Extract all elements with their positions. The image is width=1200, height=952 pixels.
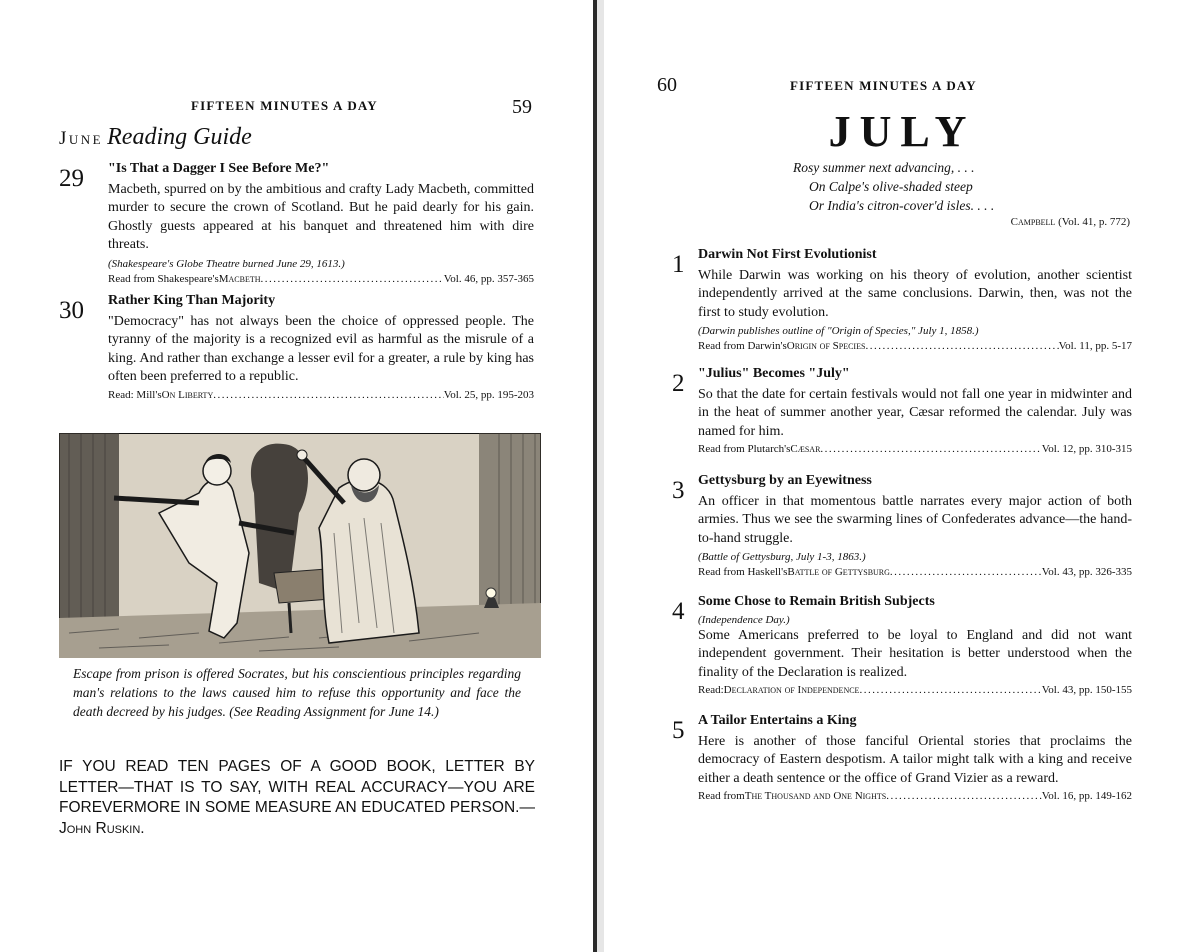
entry-title: Some Chose to Remain British Subjects bbox=[698, 594, 935, 609]
entry-day-number: 30 bbox=[59, 297, 84, 324]
month-title: JULY bbox=[828, 107, 976, 156]
volume-ref: Vol. 43, pp. 326-335 bbox=[1041, 566, 1132, 579]
reading-entry-3 bbox=[672, 472, 1132, 579]
volume-ref: Vol. 46, pp. 357-365 bbox=[443, 272, 534, 285]
quote-text: IF YOU READ TEN PAGES OF A GOOD BOOK, LETTER BY LETTER—THAT IS TO SAY, WITH REAL ACCURACY—YOU ARE FOREVERMORE IN SOME MEASURE AN EDUCATED PERSON.— bbox=[59, 758, 535, 816]
entry-reading-ref: Read: Declaration of Independence ..... Vol. 43, pp. 150-155 bbox=[698, 683, 1132, 697]
reading-entry-2 bbox=[672, 365, 1132, 456]
entry-body: So that the date for certain festivals would not fall one year in midwinter and in the heat of summer another year, Cæsar reformed the calendar. July was named for him. bbox=[698, 387, 1132, 439]
entry-note: (Battle of Gettysburg, July 1-3, 1863.) bbox=[698, 551, 866, 564]
entry-body: Some Americans preferred to be loyal to England and did not want independent government. Their hesitation is better understood when the finality of the Declaration is realized. bbox=[698, 628, 1132, 680]
entry-body: While Darwin was working on his theory of evolution, another scientist independently arrived at the same conclusions. Darwin, then, was not the first to study evolution. bbox=[698, 268, 1132, 320]
entry-reading-ref: Read from Shakespeare's Macbeth ..... Vol. 46, pp. 357-365 bbox=[108, 272, 534, 286]
entry-day-number: 2 bbox=[672, 370, 685, 397]
work-title: Declaration of Independence bbox=[723, 684, 860, 697]
entry-day-number: 3 bbox=[672, 477, 685, 504]
entry-reading-ref: Read: Mill's On Liberty ..... Vol. 25, pp. 195-203 bbox=[108, 388, 534, 402]
quote-author: John Ruskin. bbox=[59, 819, 145, 837]
entry-day-number: 5 bbox=[672, 717, 685, 744]
dot-leader bbox=[890, 565, 1042, 579]
entry-title: "Is That a Dagger I See Before Me?" bbox=[108, 161, 330, 176]
volume-ref: Vol. 43, pp. 150-155 bbox=[1041, 684, 1132, 697]
work-title: Origin of Species bbox=[786, 340, 866, 353]
reading-entry-5 bbox=[672, 712, 1132, 803]
work-title: Battle of Gettysburg bbox=[787, 566, 890, 579]
volume-ref: Vol. 11, pp. 5-17 bbox=[1058, 340, 1132, 353]
entry-note: (Shakespeare's Globe Theatre burned June 29, 1613.) bbox=[108, 257, 345, 270]
running-head: FIFTEEN MINUTES A DAY bbox=[790, 78, 977, 93]
volume-ref: Vol. 25, pp. 195-203 bbox=[443, 388, 534, 401]
entry-title: A Tailor Entertains a King bbox=[698, 713, 857, 728]
page-number: 60 bbox=[657, 74, 677, 96]
socrates-illustration bbox=[59, 433, 541, 658]
entry-day-number: 29 bbox=[59, 165, 84, 192]
dot-leader bbox=[859, 683, 1041, 697]
entry-reading-ref: Read from Darwin's Origin of Species ..... Vol. 11, pp. 5-17 bbox=[698, 339, 1132, 353]
entry-note: (Darwin publishes outline of "Origin of Species," July 1, 1858.) bbox=[698, 325, 979, 338]
entry-body: An officer in that momentous battle narrates every major action of both armies. Thus we see the swarming lines of Confederates advance—the hand-to-hand struggle. bbox=[698, 494, 1132, 546]
entry-title: Rather King Than Majority bbox=[108, 293, 276, 308]
entry-title: "Julius" Becomes "July" bbox=[698, 366, 850, 381]
entry-body: Here is another of those fanciful Oriental stories that proclaims the democracy of Eastern despotism. A tailor might talk with a king and receive either a death sentence or the office of Grand Vizier as a reward. bbox=[698, 734, 1132, 786]
page-number: 59 bbox=[512, 96, 532, 118]
entry-reading-ref: Read from Haskell's Battle of Gettysburg ..... Vol. 43, pp. 326-335 bbox=[698, 565, 1132, 579]
month-subtitle: Reading Guide bbox=[107, 124, 252, 150]
work-title: Macbeth bbox=[218, 272, 261, 285]
dot-leader bbox=[865, 339, 1058, 353]
left-page bbox=[0, 0, 593, 952]
reading-entry-4 bbox=[672, 593, 1132, 697]
illustration-caption: Escape from prison is offered Socrates, but his conscientious principles regarding man's relations to the laws caused him to refuse this opportunity and face the death decreed by his judges. (See Reading Assignment for June 14.) bbox=[73, 666, 521, 719]
dot-leader bbox=[213, 388, 444, 402]
ruskin-quote bbox=[59, 757, 535, 839]
volume-ref: Vol. 12, pp. 310-315 bbox=[1041, 443, 1132, 456]
entry-body: "Democracy" has not always been the choice of oppressed people. The tyranny of the majority is a recognized evil as harmful as the misrule of a king. And rather than exchange a lesser evil for a greater, a rule by king has often been preferred to a republic. bbox=[108, 314, 534, 385]
poem-ref: (Vol. 41, p. 772) bbox=[1055, 216, 1130, 228]
entry-title: Gettysburg by an Eyewitness bbox=[698, 473, 872, 488]
reading-entry-1 bbox=[672, 246, 1132, 353]
volume-ref: Vol. 16, pp. 149-162 bbox=[1041, 790, 1132, 803]
epigraph-line-1: Rosy summer next advancing, . . . bbox=[793, 160, 975, 175]
work-title: On Liberty bbox=[161, 388, 214, 401]
illustration-drawing bbox=[59, 433, 541, 658]
month-name: June bbox=[59, 128, 104, 149]
entry-reading-ref: Read from Plutarch's Cæsar ..... Vol. 12, pp. 310-315 bbox=[698, 442, 1132, 456]
reading-entry-30 bbox=[59, 292, 534, 402]
epigraph-line-2: On Calpe's olive-shaded steep bbox=[809, 179, 973, 194]
entry-day-number: 4 bbox=[672, 598, 685, 625]
month-heading bbox=[59, 124, 252, 151]
epigraph-line-3: Or India's citron-cover'd isles. . . . bbox=[809, 198, 995, 213]
dot-leader bbox=[261, 272, 444, 286]
book-gutter bbox=[597, 0, 604, 952]
poet-name: Campbell bbox=[1010, 216, 1056, 228]
entry-body: Macbeth, spurred on by the ambitious and crafty Lady Macbeth, committed murder to secure the crown of Scotland. But he paid dearly for his gain. Ghostly guests appeared at his banquet and threatened him with dire threats. bbox=[108, 182, 534, 253]
work-title: Cæsar bbox=[790, 443, 821, 456]
epigraph-attribution bbox=[1011, 216, 1130, 228]
entry-title: Darwin Not First Evolutionist bbox=[698, 247, 877, 262]
dot-leader bbox=[886, 789, 1042, 803]
work-title: The Thousand and One Nights bbox=[744, 790, 887, 803]
entry-reading-ref: Read from The Thousand and One Nights ..... Vol. 16, pp. 149-162 bbox=[698, 789, 1132, 803]
entry-note: (Independence Day.) bbox=[698, 614, 790, 626]
dot-leader bbox=[820, 442, 1041, 456]
right-page bbox=[604, 0, 1200, 952]
reading-entry-29 bbox=[59, 160, 534, 286]
running-head: FIFTEEN MINUTES A DAY bbox=[191, 98, 378, 113]
entry-day-number: 1 bbox=[672, 251, 685, 278]
